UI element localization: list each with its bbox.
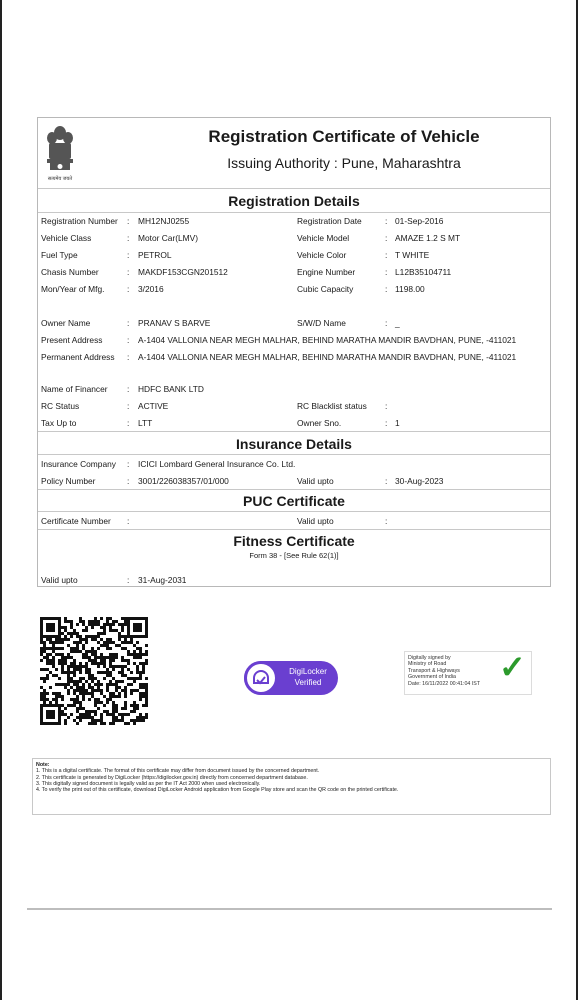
divider (38, 489, 550, 490)
divider (38, 431, 550, 432)
notes-heading: Note: (36, 762, 50, 768)
field-value: PETROL (138, 250, 172, 260)
field-label: Engine Number (297, 267, 356, 277)
national-emblem-icon (44, 124, 76, 182)
divider (38, 454, 550, 455)
field-label: Vehicle Color (297, 250, 347, 260)
verified-check-icon: ✓ (499, 649, 526, 685)
field-label: Vehicle Class (41, 233, 92, 243)
insurance-details-title: Insurance Details (236, 436, 352, 452)
field-value: Motor Car(LMV) (138, 233, 199, 243)
note-item: 4. To verify the print out of this certificate, download DigiLocker Android application from Google Play store and scan the QR code on the printed certificate. (36, 787, 399, 794)
divider (38, 529, 550, 530)
field-label: Mon/Year of Mfg. (41, 284, 105, 294)
certificate-title: Registration Certificate of Vehicle (208, 127, 480, 146)
field-value: L12B35104711 (395, 267, 452, 277)
note-item: 2. This certificate is generated by DigiLocker (https://digilocker.gov.in) directly from concerned department database. (36, 774, 308, 781)
field-value: MH12NJ0255 (138, 216, 190, 226)
digilocker-label: DigiLocker (289, 667, 327, 676)
fitness-certificate-title: Fitness Certificate (233, 533, 355, 549)
puc-certificate-title: PUC Certificate (243, 493, 345, 509)
divider (38, 212, 550, 213)
field-value: T WHITE (395, 250, 430, 260)
field-label: Registration Date (297, 216, 362, 226)
field-label: Chasis Number (41, 267, 99, 277)
field-label: Cubic Capacity (297, 284, 354, 294)
digilocker-verified-badge (244, 661, 338, 695)
certificate-header (38, 118, 550, 189)
field-label: Registration Number (41, 216, 118, 226)
field-label: Fuel Type (41, 250, 78, 260)
digilocker-icon (244, 661, 278, 695)
verified-label: Verified (294, 678, 322, 687)
field-label: Vehicle Model (297, 233, 350, 243)
note-item: 1. This is a digital certificate. The format of this certificate may differ from document issued by the concerned department. (36, 768, 320, 775)
field-value: 01-Sep-2016 (395, 216, 444, 226)
divider (38, 511, 550, 512)
note-item: 3. This digitally signed document is legally valid as per the IT Act 2000 when used electronically. (36, 780, 261, 787)
qr-code[interactable] (40, 617, 148, 725)
field-value: AMAZE 1.2 S MT (395, 233, 461, 243)
field-value: 3/2016 (138, 284, 164, 294)
digital-signature-box: Digitally signed by Ministry of Road Transport & Highways Government of India Date: 16/11/2022 00:41:04 IST ✓ (404, 651, 532, 695)
registration-details-title: Registration Details (228, 193, 360, 209)
issuing-authority: Issuing Authority : Pune, Maharashtra (227, 155, 461, 171)
emblem-caption: सत्यमेव जयते (47, 176, 73, 182)
notes-box (32, 758, 551, 815)
bottom-divider (27, 908, 552, 910)
registration-certificate: सत्यमेव जयते Registration Certificate of Vehicle Issuing Authority : Pune, Maharashtra Registration Details Registration Number : MH12NJ0255 Vehicle Class : Motor Car(LMV) Fuel Type : PETROL Chasis Number : MAKDF153CGN201512 Mon/Year of Mfg. : 3/2016 Registration Date : 01-Sep-2016 Vehicle Model : AMAZE 1.2 S MT Vehicle Color : T WHITE Engine Number : L12B35104711 Cubic Capacity : 1198.00 Owner Name : PRANAV S BARVE S/W/D Name : _ Present Address : A-1404 VALLONIA NEAR MEGH MALHAR, BEHIND MARATHA MANDIR BAVDHAN, PUNE, -411021 Permanent Address : A-1404 VALLONIA NEAR MEGH MALHAR, BEHIND MARATHA MANDIR BAVDHAN, PUNE, -411021 Name of Financer : HDFC BANK LTD RC Status : ACTIVE RC Blacklist status : Tax Up to : LTT Owner Sno. : 1 Insurance Details Insurance Company : ICICI Lombard General Insurance Co. Ltd. Policy Number : 3001/226038357/01/000 Valid upto : 30-Aug-2023 PUC Certificate Certificate Number : Valid upto : Fitness Certificate Form 38 - [See Rule 62(1)] Valid upto : 31-Aug-2031 (37, 117, 551, 587)
field-value: MAKDF153CGN201512 (138, 267, 228, 277)
field-value: 1198.00 (395, 284, 425, 294)
fitness-form-subtitle: Form 38 - [See Rule 62(1)] (249, 551, 339, 560)
